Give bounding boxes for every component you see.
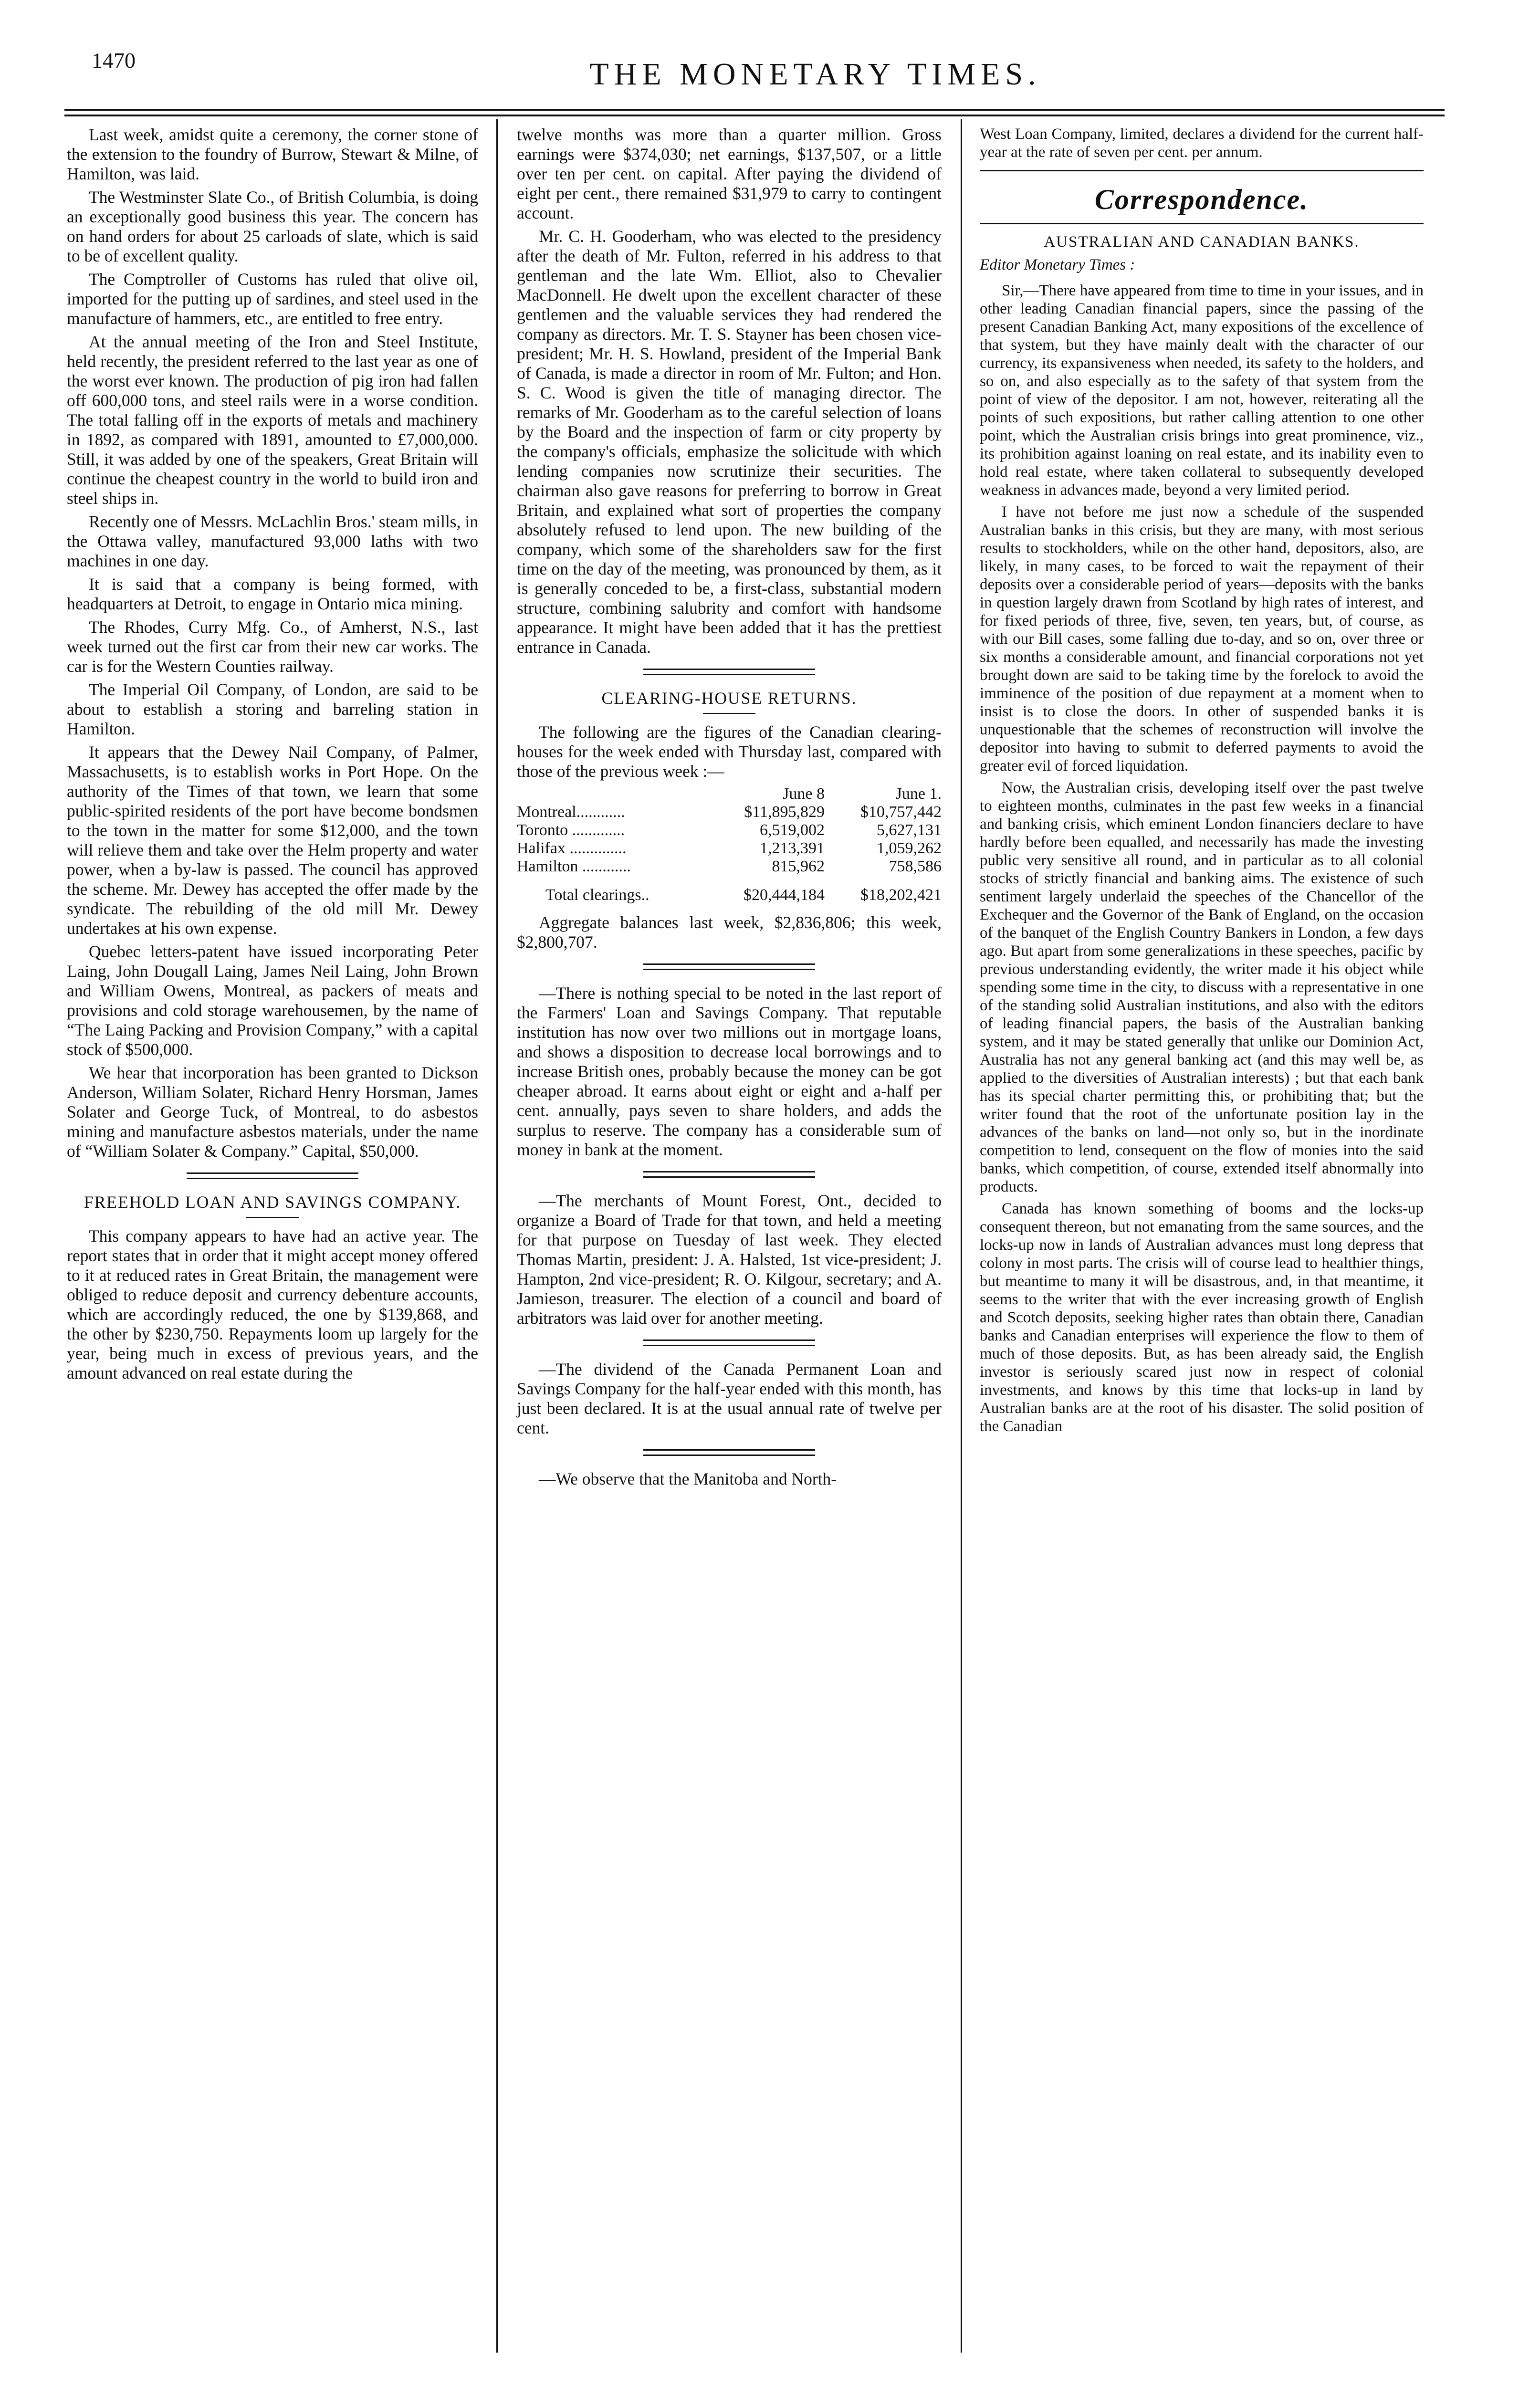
table-header <box>517 785 942 803</box>
article-heading-clearing: CLEARING-HOUSE RETURNS. <box>601 689 857 708</box>
news-item-mount-forest: —The merchants of Mount Forest, Ont., decided to organize a Board of Trade for that town, and held a meeting for that purpose on Tuesday of last week. They elected Thomas Martin, president: J. A. Halsted, 1st vice-president; J. Hampton, 2nd vice-president; R. O. Kilgour, secretary; and A. Jamieson, treasurer. The election of a council and board of arbitrators was laid over for another meeting. <box>517 1191 942 1328</box>
value-cell: 1,059,262 <box>877 839 942 857</box>
section-divider <box>187 1172 358 1179</box>
news-item: It appears that the Dewey Nail Company, of Palmer, Massachusetts, is to establish works in Port Hope. On the authority of the Times of that town, we learn that some public-spirited residents of the port have become bondsmen to the town in the matter for some $12,000, and the town will relieve them and take over the Helm property and water power, when a by-law is passed. The council has approved the scheme. Mr. Dewey has accepted the offer made by the syndicate. The rebuilding of the old mill Mr. Dewey undertakes at his own expense. <box>67 743 478 938</box>
article-heading-freehold: FREEHOLD LOAN AND SAVINGS COMPANY. <box>84 1193 461 1212</box>
editor-salutation: Editor Monetary Times : <box>980 256 1135 273</box>
column-1 <box>67 125 478 1387</box>
letter-paragraph: Now, the Australian crisis, developing itself over the past twelve to eighteen months, culminates in the past few weeks in a financial and banking crisis, which eminent London financiers declare to have hardly before been equalled, and necessarily has made the investing public very sensitive all round, and in particular as to all colonial stocks of strictly financial and banking aims. The existence of such sentiment largely underlaid the speeches of the Chancellor of the Exchequer and the Governor of the Bank of England, on the occasion of the banquet of the English Country Bankers in London, a few days ago. But apart from some generalizations in these speeches, pacific by previous understanding evidently, the writer made it his object while spending some time in the city, to discuss with a representative in one of the standing solid Australian institutions, and also with the editors of leading financial papers, the basis of the Australian banking system, and it may be stated generally that unlike our Dominion Act, Australia has not any general banking act (and this may well be, as applied to the diversities of Australian interests) ; but that each bank has its special charter permitting this, or prohibiting that; but the writer found that the root of the unfortunate position lay in the advances of the banks on land—not only so, but in the inordinate competition to lend, consequent on the flow of monies into the said banks, which competition, of course, extended itself abnormally into products. <box>980 779 1424 1195</box>
news-item: Last week, amidst quite a ceremony, the corner stone of the extension to the foundry of Burrow, Stewart & Milne, of Hamilton, was laid. <box>67 125 478 183</box>
letter-paragraph: Canada has known something of booms and the locks-up consequent thereon, but not emanating from the same sources, and the locks-up now in lands of Australian advances must long depress that colony in most parts. The crisis will of course lead to healthier things, but meantime to many it will be disastrous, and, in that meantime, it seems to the writer that with the ever increasing growth of English and Scotch deposits, seeking higher rates than obtain there, Canadian banks and Canadian enterprises will experience the flow to them of much of those deposits. But, as has been already said, the English investor is seriously scared just now in respect of colonial investments, and knows by this time that locks-up in land by Australian banks are at the root of his disaster. The solid position of the Canadian <box>980 1200 1424 1435</box>
section-divider <box>643 1171 815 1178</box>
section-divider <box>643 963 815 970</box>
table-row <box>517 839 942 858</box>
total-row <box>517 876 942 904</box>
article-heading-banks: AUSTRALIAN AND CANADIAN BANKS. <box>1044 233 1360 251</box>
section-divider <box>643 669 815 675</box>
heading-rule <box>246 1217 299 1218</box>
column-divider <box>961 119 962 2353</box>
news-item: The Rhodes, Curry Mfg. Co., of Amherst, N.S., last week turned out the first car from their new car works. The car is for the Western Counties railway. <box>67 617 478 676</box>
column-header: June 8 <box>783 785 825 803</box>
clearing-intro: The following are the figures of the Canadian clearing-houses for the week ended with Thursday last, compared with those of the previous week :— <box>517 722 942 781</box>
city-cell: Montreal............ <box>517 803 625 821</box>
total-label: Total clearings.. <box>545 886 650 904</box>
value-cell: 1,213,391 <box>760 839 825 857</box>
table-row <box>517 803 942 821</box>
city-cell: Hamilton ............ <box>517 858 631 875</box>
section-rule <box>980 170 1424 171</box>
value-cell: 815,962 <box>772 858 825 875</box>
value-cell: 5,627,131 <box>877 821 942 839</box>
column-header: June 1. <box>895 785 942 803</box>
value-cell: 6,519,002 <box>760 821 825 839</box>
column-2 <box>517 125 942 1493</box>
news-item: We hear that incorporation has been granted to Dickson Anderson, William Solater, Richard Henry Horsman, James Solater and George Tuck, of Montreal, to do asbestos mining and manufacture asbestos materials, under the name of “William Solater & Company.” Capital, $50,000. <box>67 1063 478 1161</box>
news-item: The Westminster Slate Co., of British Columbia, is doing an exceptionally good business this year. The concern has on hand orders for about 25 carloads of slate, which is said to be of excellent quality. <box>67 188 478 265</box>
article-body: Mr. C. H. Gooderham, who was elected to the presidency after the death of Mr. Fulton, referred in his address to that gentleman and the late Wm. Elliot, also to Chevalier MacDonnell. He dwelt upon the excellent character of these gentlemen and the valuable services they had rendered the company as directors. Mr. T. S. Stayner has been chosen vice-president; Mr. H. S. Howland, president of the Imperial Bank of Canada, is made a director in room of Mr. Fulton; and Hon. S. C. Wood is given the title of managing director. The remarks of Mr. Gooderham as to the careful selection of loans by the Board and the inspection of farm or city property by the company's officials, emphasize the solicitude with which lending companies now scrutinize their securities. The chairman also gave reasons for preferring to borrow in Great Britain, and explained what sort of properties the company absolutely refused to lend upon. The new building of the company, which some of the shareholders saw for the first time on the day of the meeting, was pronounced by them, as it is generally conceded to be, a first-class, substantial modern structure, combining salubrity and comfort with handsome appearance. It might have been added that it has the prettiest entrance in Canada. <box>517 227 942 657</box>
news-item: The Imperial Oil Company, of London, are said to be about to establish a storing and barreling station in Hamilton. <box>67 680 478 738</box>
city-cell: Toronto ............. <box>517 821 625 839</box>
letter-paragraph: Sir,—There have appeared from time to time in your issues, and in other leading Canadian financial papers, since the passing of the present Canadian Banking Act, many expositions of the excellence of that system, but they have mainly dealt with the character of our currency, its expansiveness when needed, its safety to the holders, and so on, and also especially as to the safety of that system from the point of view of the depositor. I am not, however, reiterating all the points of such expositions, but rather calling attention to one other point, which the Australian crisis brings into great prominence, viz., its prohibition against loaning on real estate, and its inability even to hold real estate, where taken collateral to subsequently developed weakness in advances made, beyond a very limited period. <box>980 282 1424 499</box>
table-row <box>517 858 942 876</box>
value-cell: 758,586 <box>889 858 942 875</box>
total-june8: $20,444,184 <box>744 886 825 904</box>
clearing-table <box>517 785 942 904</box>
masthead-title: THE MONETARY TIMES. <box>589 57 1041 92</box>
value-cell: $10,757,442 <box>860 803 942 821</box>
masthead-rule-lower <box>64 115 1445 116</box>
news-item: Recently one of Messrs. McLachlin Bros.' steam mills, in the Ottawa valley, manufactured 93,000 laths with two machines in one day. <box>67 512 478 570</box>
city-cell: Halifax .............. <box>517 839 627 857</box>
value-cell: $11,895,829 <box>744 803 825 821</box>
section-divider <box>643 1340 815 1346</box>
page-number: 1470 <box>92 48 136 73</box>
section-title-correspondence: Correspondence. <box>1094 184 1309 215</box>
news-item: Quebec letters-patent have issued incorporating Peter Laing, John Dougall Laing, James Neil Laing, John Brown and William Owens, Montreal, as packers of meats and provisions and cold storage warehousemen, by the name of “The Laing Packing and Provision Company,” with a capital stock of $500,000. <box>67 942 478 1059</box>
news-item: It is said that a company is being formed, with headquarters at Detroit, to engage in Ontario mica mining. <box>67 575 478 613</box>
section-rule <box>980 223 1424 224</box>
total-june1: $18,202,421 <box>860 886 942 904</box>
news-item-manitoba: —We observe that the Manitoba and North- <box>539 1469 837 1488</box>
news-item: The Comptroller of Customs has ruled that olive oil, imported for the putting up of sardines, and steel used in the manufacture of hammers, etc., are entitled to free entry. <box>67 270 478 328</box>
section-divider <box>643 1449 815 1456</box>
masthead-rule <box>64 109 1445 111</box>
column-3 <box>980 125 1424 1439</box>
table-row <box>517 821 942 839</box>
news-item-canada-permanent: —The dividend of the Canada Permanent Loan and Savings Company for the half-year ended with this month, has just been declared. It is at the usual annual rate of twelve per cent. <box>517 1360 942 1437</box>
column-divider <box>496 119 498 2353</box>
news-item-farmers: —There is nothing special to be noted in the last report of the Farmers' Loan and Savings Company. That reputable institution has now over two millions out in mortgage loans, and shows a disposition to decrease local borrowings and to increase British ones, probably because the money can be got cheaper abroad. It earns about eight or eight and a-half per cent. annually, pays seven to share holders, and adds the surplus to reserve. The company has a considerable sum of money in bank at the moment. <box>517 984 942 1159</box>
article-body-freehold: This company appears to have had an active year. The report states that in order that it might accept money offered to it at reduced rates in Great Britain, the management were obliged to reduce deposit and currency debenture accounts, which are accordingly reduced, the one by $139,868, and the other by $230,750. Repayments loom up largely for the year, being much in excess of previous years, and the amount advanced on real estate during the <box>67 1226 478 1382</box>
aggregate-balances: Aggregate balances last week, $2,836,806; this week, $2,800,707. <box>517 913 942 952</box>
article-continuation: twelve months was more than a quarter million. Gross earnings were $374,030; net earnings, $137,507, or a little over ten per cent. on capital. After paying the dividend of eight per cent., there remained $31,979 to carry to contingent account. <box>517 125 942 222</box>
letter-paragraph: I have not before me just now a schedule of the suspended Australian banks in this crisis, but they are many, with most serious results to stockholders, while on the other hand, depositors, also, are likely, in many cases, to be forced to wait the repayment of their deposits over a considerable period of years—deposits with the banks in question largely drawn from Scotland by high rates of interest, and for fixed periods of three, five, seven, ten years, but, of course, as with our Bill cases, some falling due to-day, and so on, over three or six months a considerable amount, and financial corporations not yet brought down are said to be taking time by the forelock to avoid the imminence of the position of due repayment at a moment when to insist is to close the doors. In other of suspended banks it is unquestionable that the schemes of reconstruction will involve the depositor into having to submit to deferred payments to avoid the greater evil of forced liquidation. <box>980 503 1424 774</box>
news-item: At the annual meeting of the Iron and Steel Institute, held recently, the president referred to the last year as one of the worst ever known. The production of pig iron had fallen off 600,000 tons, and steel rails were in a worse condition. The total falling off in the exports of metals and machinery in 1892, as compared with 1891, amounted to £7,000,000. Still, it was added by one of the speakers, Great Britain will continue the cheapest country in the world to build iron and steel ships in. <box>67 332 478 508</box>
heading-rule <box>703 713 755 714</box>
article-continuation: West Loan Company, limited, declares a dividend for the current half-year at the rate of seven per cent. per annum. <box>980 126 1424 161</box>
